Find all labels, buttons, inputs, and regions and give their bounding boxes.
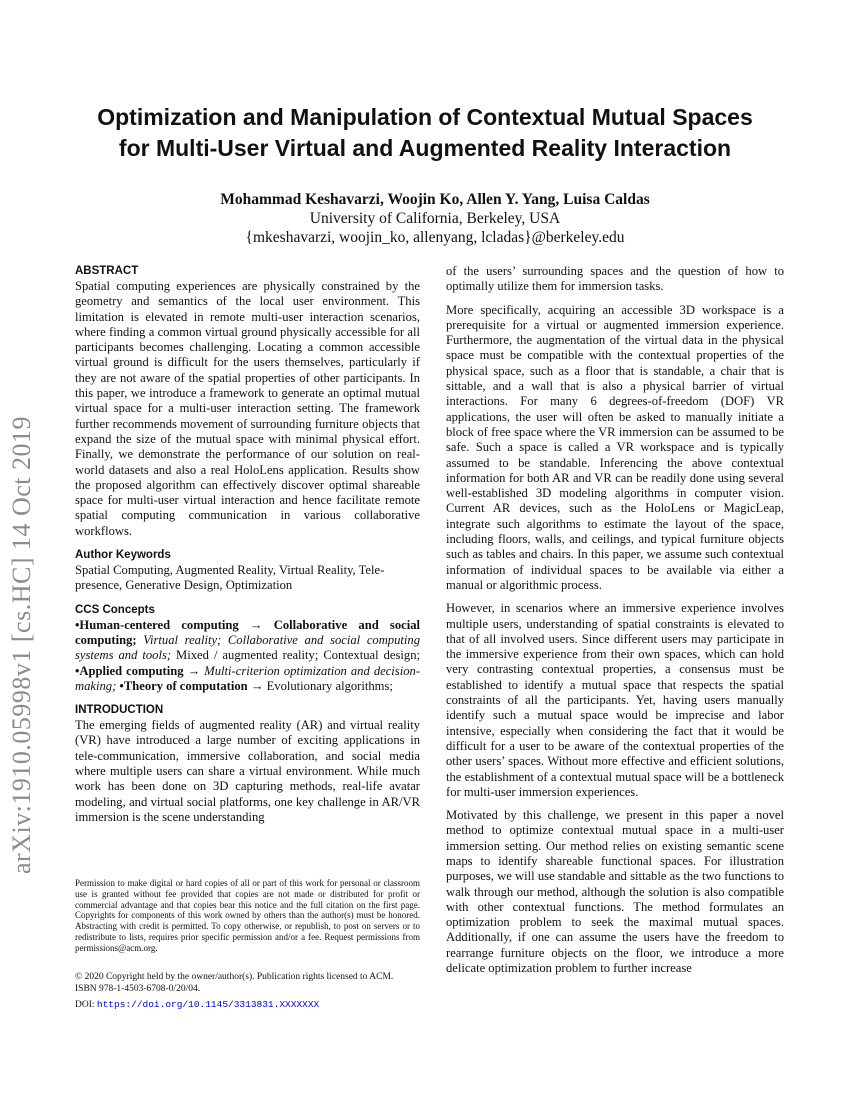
doi-link[interactable]: https://doi.org/10.1145/3313831.XXXXXXX <box>96 999 320 1010</box>
introduction-heading: INTRODUCTION <box>75 704 164 717</box>
keywords-heading: Author Keywords <box>75 549 171 562</box>
ccs-mixed: Mixed / augmented reality; Contextual design; <box>171 648 420 663</box>
ccs-heading: CCS Concepts <box>75 603 155 616</box>
affiliation: University of California, Berkeley, USA <box>309 210 561 227</box>
ccs-arrow-1: → <box>238 617 274 632</box>
ccs-arrow-2: → <box>183 663 205 678</box>
paper-title <box>40 102 810 164</box>
author-names: Mohammad Keshavarzi, Woojin Ko, Allen Y. Yang, Luisa Caldas <box>220 191 650 208</box>
abstract-section <box>75 264 420 539</box>
left-column <box>75 264 420 834</box>
copyright-line: © 2020 Copyright held by the owner/author(s). Publication rights licensed to ACM. <box>75 972 394 982</box>
ccs-hcc: •Human-centered computing <box>75 617 239 632</box>
author-block <box>90 190 780 247</box>
ccs-text <box>75 618 420 694</box>
title-line-1: Optimization and Manipulation of Contextual Mutual Spaces <box>97 104 753 130</box>
ccs-vr: Virtual reality; Collaborative and social computing systems and tools; <box>75 632 420 663</box>
ccs-collab: Collaborative and social computing; <box>75 617 420 647</box>
doi-line <box>75 999 420 1012</box>
introduction-section <box>75 703 420 825</box>
keywords-text: Spatial Computing, Augmented Reality, Virtual Reality, Tele-presence, Generative Design, Optimization <box>75 563 385 593</box>
permission-notice: Permission to make digital or hard copies of all or part of this work for personal or classroom use is granted without fee provided that copies are not made or distributed for profit or commercial advantage and that copies bear this notice and the full citation on the first page. Copyrights for components of this work owned by others than the author(s) must be honored. Abstracting with credit is permitted. To copy otherwise, or republish, to post on servers or to redistribute to lists, requires prior specific permission and/or a fee. Request permissions from permissions@acm.org. <box>75 878 420 953</box>
right-paragraph-3: However, in scenarios where an immersive experience involves multiple users, understanding of spatial constraints is elevated to that of all involved users. Since different users may participate in the immersive experience from their own spaces, which can hold very contrasting contextual properties, a consensus must be established to identify a mutual space that respects the spatial constraints of all the participants. Yet, having users manually identify such a mutual space would be imprecise and labor intensive, especially when considering the fact that it would be difficult for a user to be aware of the contextual properties of the other users’ spaces. Without more effective and efficient solutions, the establishment of a contextual mutual space will be a bottleneck for multi-user immersion experiences. <box>446 601 784 799</box>
right-column <box>446 264 784 984</box>
keywords-section <box>75 548 420 594</box>
title-line-2: for Multi-User Virtual and Augmented Reality Interaction <box>118 135 732 161</box>
introduction-text: The emerging fields of augmented reality (AR) and virtual reality (VR) have introduced a large number of exciting applications in tele-communication, immersive collaboration, and social media where multiple users can share a virtual environment. While much work has been done on 3D capturing methods, real-life avatar modeling, and virtual social platforms, one key challenge in AR/VR immersion is the scene understanding <box>75 718 420 824</box>
copyright-block <box>75 972 420 995</box>
abstract-text: Spatial computing experiences are physically constrained by the geometry and semantics of the local user environment. This limitation is elevated in remote multi-user interaction scenarios, where finding a common virtual ground physically accessible for all participants becomes challenging. Locating a common accessible virtual ground is difficult for the users themselves, particularly if they are not aware of the spatial properties of other participants. In this paper, we introduce a framework to generate an optimal mutual virtual space for a multi-user interaction setting. The framework further recommends movement of surrounding furniture objects that expand the size of the mutual space with minimal physical effort. Finally, we demonstrate the performance of our solution on real-world datasets and also a real HoloLens application. Results show the proposed algorithm can effectively discover optimal shareable space for multi-user virtual interaction and hence facilitate remote spatial computing communication in various collaborative workflows. <box>75 279 420 538</box>
ccs-optimization: Multi-criterion optimization and decision-making; <box>75 663 420 693</box>
ccs-theory: •Theory of computation <box>116 678 248 693</box>
doi-label: DOI: <box>75 1000 97 1010</box>
ccs-applied: •Applied computing <box>75 663 184 678</box>
right-paragraph-2: More specifically, acquiring an accessible 3D workspace is a prerequisite for a virtual or augmented immersion experience. Furthermore, the augmentation of the virtual data in the physical space must be compatible with the contextual properties of the physical space, such as a floor that is standable, a chair that is sittable, and a wall that is also a physical barrier of virtual interactions. For many 6 degrees-of-freedom (DOF) VR applications, the user will often be asked to manually initiate a block of free space where the VR immersion can be assumed to be safe. Such a space is called a VR workspace and is typically assumed to be standable. Inferencing the above contextual information for both AR and VR can be readily done using several well-established 3D modeling algorithms in computer vision. Current AR devices, such as the HoloLens or MagicLeap, integrate such algorithms to estimate the layout of the space, including floors, walls, and ceilings, and typical furniture objects such as tables and chairs. In this paper, we assume such contextual information of individual spaces to be available via either a manual or algorithmic process. <box>446 302 784 592</box>
abstract-heading: ABSTRACT <box>75 265 139 277</box>
ccs-section <box>75 603 420 694</box>
author-emails: {mkeshavarzi, woojin_ko, allenyang, lcladas}@berkeley.edu <box>245 229 625 246</box>
right-paragraph-1: of the users’ surrounding spaces and the question of how to optimally utilize them for immersion tasks. <box>446 264 784 294</box>
isbn-line: ISBN 978-1-4503-6708-0/20/04. <box>75 983 201 994</box>
right-paragraph-4: Motivated by this challenge, we present in this paper a novel method to optimize contextual mutual space in a multi-user immersion setting. Our method relies on existing semantic scene maps to identify shareable functional spaces. For illustration purposes, we will use standable and sittable as the two functions to walk through our method, although the solution is also compatible with other contextual functions. The method formulates an optimization problem to seek the maximal mutual spaces. Additionally, if one can assume the users have the freedom to rearrange furniture objects on the floor, we introduce a more delicate optimization problem to further increase <box>446 808 784 976</box>
ccs-arrow-3: → <box>247 678 267 693</box>
arxiv-identifier-stamp: arXiv:1910.05998v1 [cs.HC] 14 Oct 2019 <box>7 415 36 875</box>
ccs-evolutionary: Evolutionary algorithms; <box>266 678 393 693</box>
